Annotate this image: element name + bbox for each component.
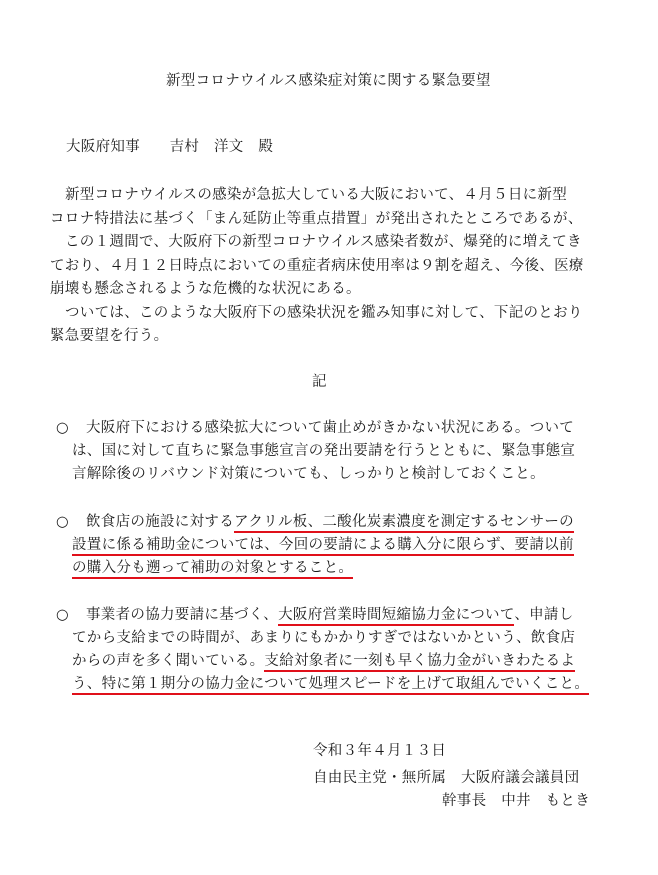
item2-bullet: ○ xyxy=(56,514,69,530)
item3-line-3 xyxy=(72,650,575,672)
item3-line-2: てから支給までの時間が、あまりにもかかりすぎではないかという、飲食店 xyxy=(72,630,576,646)
item2-line-2 xyxy=(72,534,574,556)
item2-line-3 xyxy=(72,557,353,579)
item2-highlight-3: の購入分も遡って補助の対象とすること。 xyxy=(72,560,353,579)
item3-line-1-plain: 事業者の協力要請に基づく、 xyxy=(86,607,279,623)
document-date: 令和３年４月１３日 xyxy=(313,743,447,759)
item3-line-4 xyxy=(72,673,589,695)
item3-highlight-2: 支給対象者に一刻も早く協力金がいきわたるよ xyxy=(264,653,575,672)
signatory: 幹事長 中井 もとき xyxy=(442,793,590,809)
intro-line-5: 崩壊も懸念されるような危機的な状況にある。 xyxy=(50,281,361,297)
item2-line-1-plain: 飲食店の施設に対する xyxy=(86,514,234,530)
item1-line-1: 大阪府下における感染拡大について歯止めがきかない状況にある。ついて xyxy=(86,420,575,436)
item1-line-2: は、国に対して直ちに緊急事態宣言の発出要請を行うとともに、緊急事態宣 xyxy=(72,443,576,459)
addressee: 大阪府知事 吉村 洋文 殿 xyxy=(66,139,274,155)
item3-line-1 xyxy=(86,604,574,626)
document-title: 新型コロナウイルス感染症対策に関する緊急要望 xyxy=(166,73,491,89)
intro-line-4: ており、４月１２日時点においての重症者病床使用率は９割を超え、今後、医療 xyxy=(50,258,584,274)
intro-line-7: 緊急要望を行う。 xyxy=(50,328,169,344)
item1-line-3: 言解除後のリバウンド対策についても、しっかりと検討しておくこと。 xyxy=(72,466,545,482)
organization-name: 自由民主党・無所属 大阪府議会議員団 xyxy=(313,770,580,786)
intro-line-2: コロナ特措法に基づく「まん延防止等重点措置」が発出されたところであるが、 xyxy=(50,211,583,227)
item2-highlight-1: アクリル板、二酸化炭素濃度を測定するセンサーの xyxy=(234,514,574,533)
intro-line-3: この１週間で、大阪府下の新型コロナウイルス感染者数が、爆発的に増えてき xyxy=(65,234,582,250)
intro-line-1: 新型コロナウイルスの感染が急拡大している大阪において、４月５日に新型 xyxy=(65,187,568,203)
item2-line-1 xyxy=(86,511,574,533)
item3-line-1-tail: 、申請し xyxy=(514,607,574,623)
item3-highlight-1: 大阪府営業時間短縮協力金について xyxy=(278,607,514,626)
item1-bullet: ○ xyxy=(56,420,69,436)
item3-highlight-3: う、特に第１期分の協力金について処理スピードを上げて取組んでいくこと。 xyxy=(72,676,589,695)
item3-line-3-plain: からの声を多く聞いている。 xyxy=(72,653,265,669)
ki-heading: 記 xyxy=(312,374,327,390)
item3-bullet: ○ xyxy=(56,607,69,623)
item2-highlight-2: 設置に係る補助金については、今回の要請による購入分に限らず、要請以前 xyxy=(72,537,574,556)
intro-line-6: ついては、このような大阪府下の感染状況を鑑み知事に対して、下記のとおり xyxy=(65,305,583,321)
